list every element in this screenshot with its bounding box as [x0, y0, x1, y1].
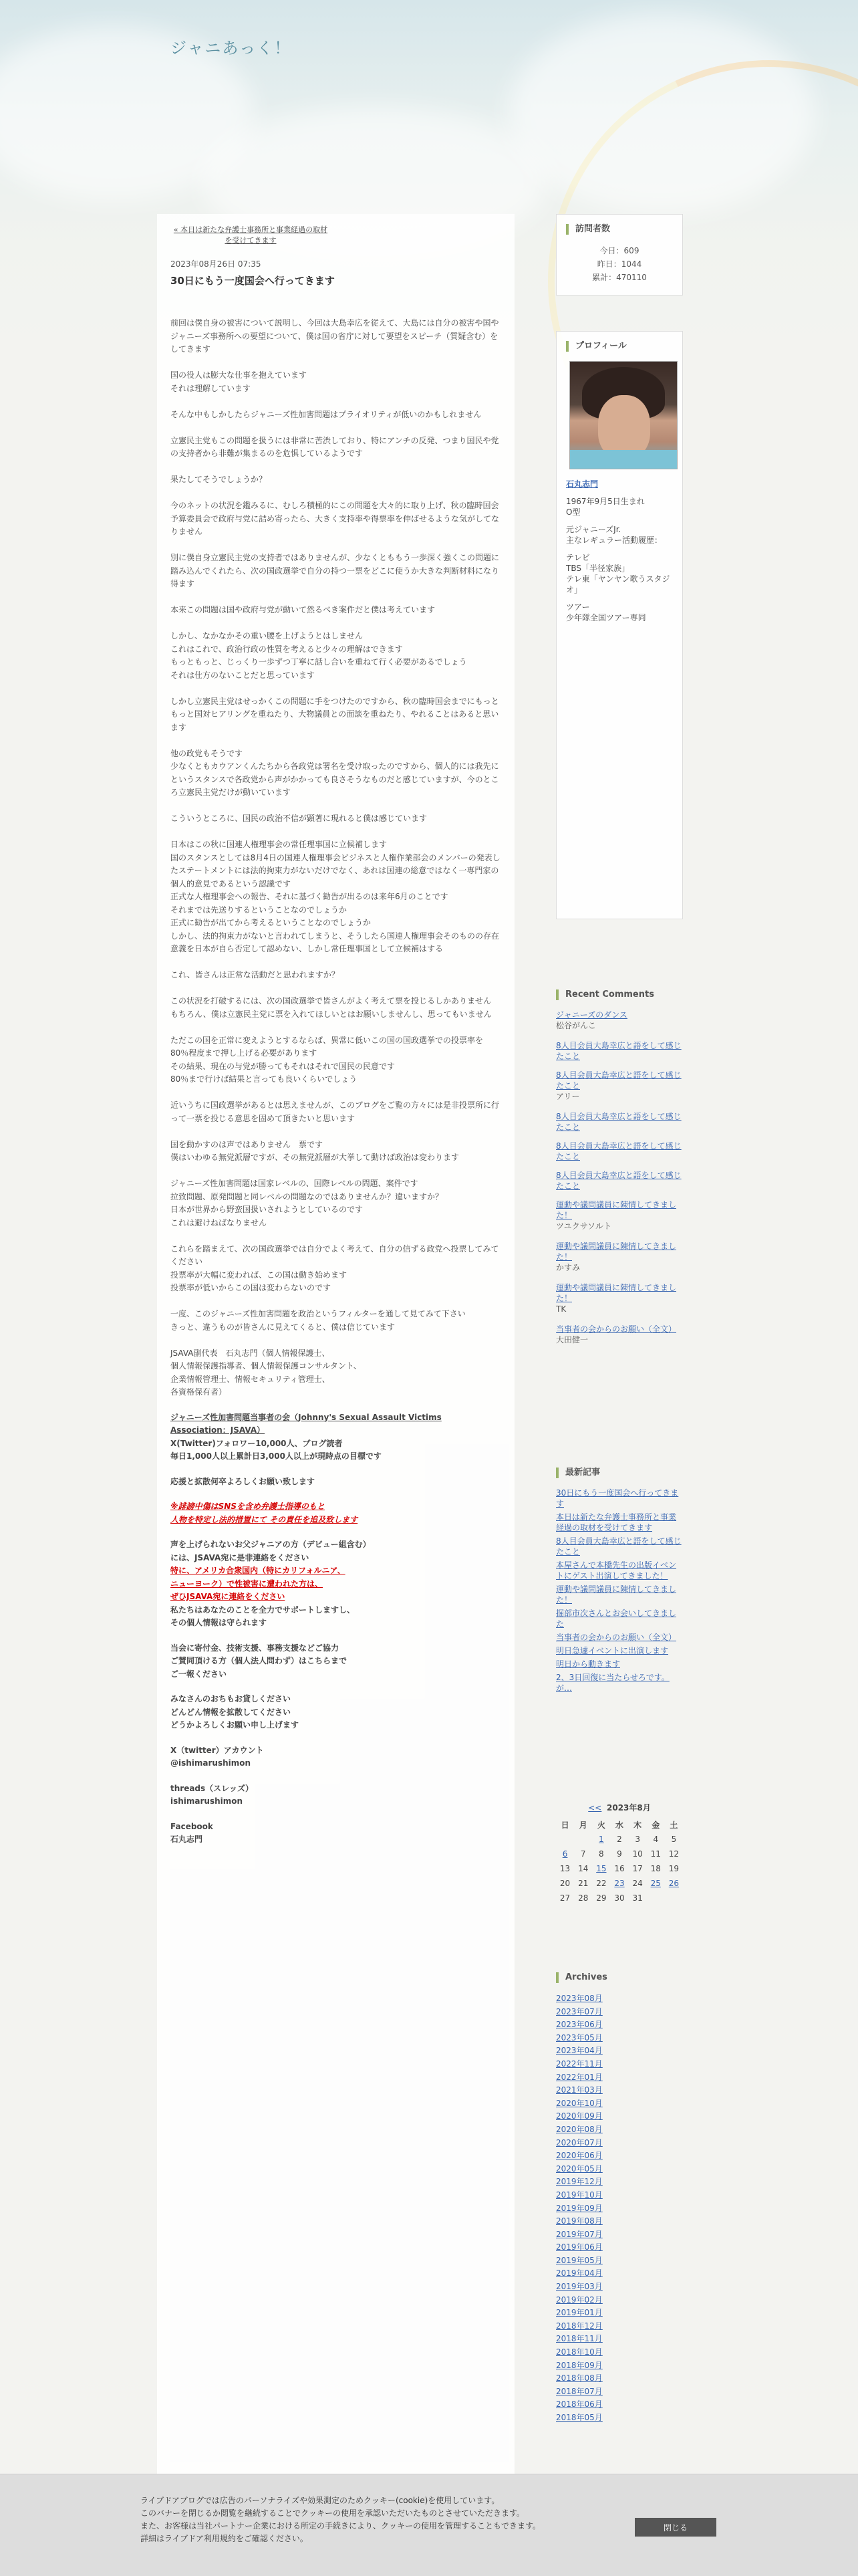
archive-link[interactable]: 2019年04月	[556, 2268, 603, 2278]
recent-list	[556, 1488, 683, 1693]
archive-link[interactable]: 2023年07月	[556, 2006, 603, 2016]
archives-widget	[556, 1972, 683, 2425]
article-title[interactable]: 30日にもう一度国会へ行ってきます	[170, 275, 335, 287]
call-2: 特に、アメリカ合衆国内（特にカリフォルニア、 ニューヨーク）で性被害に遭われた方は、 ぜひJSAVA宛に連絡をください	[170, 1566, 345, 1601]
calendar-weekday: 水	[615, 1820, 623, 1830]
main-column	[157, 214, 515, 2487]
archive-link[interactable]: 2018年07月	[556, 2386, 603, 2396]
calendar-day: 19	[668, 1864, 680, 1873]
profile-title: プロフィール	[566, 341, 673, 352]
archive-link[interactable]: 2019年12月	[556, 2177, 603, 2187]
archive-link[interactable]: 2018年06月	[556, 2399, 603, 2410]
recent-article-link[interactable]: 掘部市次さんとお会いしてきました	[556, 1609, 677, 1629]
recent-article-link[interactable]: 本屋さんで本橋先生の出版イベントにゲスト出演してきました！	[556, 1560, 677, 1580]
x-account: X（twitter）アカウント @ishimarushimon	[170, 1745, 264, 1768]
comment-article-link[interactable]: ジャニーズのダンス	[556, 1010, 627, 1020]
comment-article-link[interactable]: 運動や議問議員に陳情してきました！	[556, 1200, 677, 1220]
archive-link[interactable]: 2019年02月	[556, 2295, 603, 2305]
calendar-day[interactable]: 23	[614, 1879, 625, 1888]
calendar-day: 13	[559, 1864, 571, 1873]
calendar-weekday: 木	[633, 1820, 642, 1830]
article-paragraph: ジャニーズ性加害問題は国家レベルの、国際レベルの問題、案件です 拉致問題、原発問題と同レベルの問題なのではありませんか？違いますか？ 日本が世界から野蛮国扱いされようとしているのです これは避けねばなりません	[170, 1179, 444, 1227]
call-3: 私たちはあなたのことを全力でサポートしますし、 その個人情報は守られます	[170, 1605, 355, 1627]
comment-article-link[interactable]: 運動や議問議員に陳情してきました！	[556, 1242, 677, 1262]
article-paragraph: 果たしてそうでしょうか？	[170, 475, 267, 484]
profile-widget	[556, 331, 683, 919]
cookie-text: ライブドアブログでは広告のパーソナライズや効果測定のためクッキー(cookie)を使用しています。 このバナーを閉じるか閲覧を継続することでクッキーの使用を承認いただいたものとさせていただきます。 また、お客様は当社パートナー企業における所定の手続きにより、クッキーの使用を管理することもできます。 詳細はライブドア利用規約をご確認ください。	[140, 2496, 541, 2543]
threads-account: threads（スレッズ） ishimarushimon	[170, 1783, 254, 1806]
archive-link[interactable]: 2019年03月	[556, 2282, 603, 2292]
recent-article-link[interactable]: 本日は新たな弁護士事務所と事業経過の取材を受けてきます	[556, 1512, 677, 1532]
article-paragraph: しかし、なかなかその重い腰を上げようとはしません これはこれで、政治行政の性質を考えると少々の理解はできます もっともっと、じっくり一歩ずつ丁寧に話し合いを重ねて行く必要があるでしょう それは仕方のないことだと思っています	[170, 631, 467, 680]
article-paragraph: ただこの国を正常に変えようとするならば、異常に低いこの国の国政選挙での投票率を80％程度まで押し上げる必要があります その結果、現在の与党が勝ってもそれはそれで国民の民意です 80％まで行けば結果と言っても良いくらいでしょう	[170, 1035, 484, 1084]
comment-author: 大田健一	[556, 1335, 589, 1344]
archive-link[interactable]: 2021年03月	[556, 2085, 603, 2095]
calendar-day: 20	[559, 1879, 571, 1888]
archive-link[interactable]: 2020年07月	[556, 2137, 603, 2147]
article-paragraph: 近いうちに国政選挙があるとは思えませんが、このブログをご覧の方々には是非投票所に行って一票を投じる意思を固めて頂きたいと思います	[170, 1100, 500, 1123]
archives-title: Archives	[556, 1972, 683, 1983]
article-paragraph: こういうところに、国民の政治不信が顕著に現れると僕は感じています	[170, 814, 428, 823]
archive-link[interactable]: 2019年08月	[556, 2216, 603, 2226]
article-paragraph: 前回は僕自身の被害について説明し、今回は大島幸広を従えて、大島には自分の被害や国やジャニーズ事務所への要望について、僕は国の省庁に対して要望をスピーチ（質疑含む）をしてきます	[170, 318, 499, 354]
calendar-day: 21	[578, 1879, 589, 1888]
archive-link[interactable]: 2023年04月	[556, 2046, 603, 2056]
article-date: 2023年08月26日 07:35	[170, 259, 261, 269]
comments-widget	[556, 989, 683, 1355]
archive-link[interactable]: 2019年05月	[556, 2255, 603, 2265]
recent-article-link[interactable]: 2、3日回復に当たらせろです。が…	[556, 1673, 670, 1693]
profile-career: 元ジャニーズJr. 主なレギュラー活動履歴：	[566, 525, 663, 545]
recent-article-link[interactable]: 当事者の会からのお願い（全文）	[556, 1633, 677, 1642]
counter-today: 今日：609	[599, 246, 639, 255]
calendar-day: 30	[614, 1893, 625, 1903]
calendar-day: 31	[632, 1893, 643, 1903]
signature-org-line: JSAVA副代表 石丸志門（個人情報保護士、 個人情報保護指導者、個人情報保護コンサルタント、 企業情報管理士、情報セキュリティ管理士、 各資格保有者）	[170, 1348, 362, 1397]
article-paragraph: 立憲民主党もこの問題を扱うには非常に苦渋しており、特にアンチの反発、つまり国民や党の支持者から非難が集まるのを危惧しているようです	[170, 435, 499, 458]
article-paragraph: 日本はこの秋に国連人権理事会の常任理事国に立候補します 国のスタンスとしては8月4日の国連人権理事会ビジネスと人権作業部会のメンバーの発表したステートメントには法的拘束力がないだけでなく、あれは国連の総意ではなく一専門家の個人的意見であるという認識です 正式な人権理事会への報告、それに基づく勧告が出るのは来年6月のことです それまでは先送りするということなのでしょうか 正式に勧告が出てから考えるということなのでしょうか しかし、法的拘束力がないと言われてしまうと、そうしたら国連人権理事会そのものの存在意義を日本が自ら否定して認めない、しかし常任理事国として立候補はする	[170, 840, 500, 953]
comment-author: アリー	[556, 1092, 580, 1101]
archive-link[interactable]: 2023年05月	[556, 2032, 603, 2042]
archive-link[interactable]: 2018年10月	[556, 2347, 603, 2357]
archive-link[interactable]: 2018年12月	[556, 2321, 603, 2331]
comment-author: 松谷がんこ	[556, 1021, 597, 1030]
calendar-day: 4	[653, 1835, 659, 1844]
comment-author: ツユクサソルト	[556, 1221, 612, 1231]
recent-article-link[interactable]: 8人目会員大島幸広と語をして感じたこと	[556, 1536, 682, 1556]
comment-article-link[interactable]: 8人目会員大島幸広と語をして感じたこと	[556, 1070, 682, 1090]
calendar-day: 28	[578, 1893, 589, 1903]
calendar-day: 12	[668, 1849, 680, 1859]
archive-link[interactable]: 2020年10月	[556, 2098, 603, 2108]
calendar-day: 18	[650, 1864, 661, 1873]
prev-article-nav	[170, 225, 331, 246]
profile-birth: 1967年9月5日生まれ O型	[566, 497, 645, 517]
article-paragraph: 国を動かすのは声ではありません 票です 僕はいわゆる無党派層ですが、その無党派層が大挙して動けば政治は変わります	[170, 1139, 460, 1162]
archive-link[interactable]: 2023年06月	[556, 2020, 603, 2030]
article-paragraph: 国の役人は膨大な仕事を抱えています それは理解しています	[170, 370, 307, 393]
calendar-day: 29	[596, 1893, 607, 1903]
calendar-header	[556, 1802, 683, 1813]
profile-photo[interactable]	[569, 361, 678, 469]
calendar-day[interactable]: 26	[668, 1879, 680, 1888]
archive-link[interactable]: 2019年09月	[556, 2203, 603, 2213]
twitter-stats: X(Twitter)フォロワー10,000人、ブログ読者 毎日1,000人以上累計日3,000人以上が現時点の目標です	[170, 1438, 382, 1461]
article-paragraph: しかし立憲民主党はせっかくこの問題に手をつけたのですから、秋の臨時国会までにもっともっと国対ヒアリングを重ねたり、大物議員との面談を重ねたり、やれることはあると思います	[170, 696, 499, 732]
calendar-weekday: 日	[561, 1820, 569, 1830]
archive-link[interactable]: 2020年08月	[556, 2124, 603, 2134]
comment-author: TK	[556, 1304, 567, 1314]
calendar-day[interactable]: 25	[650, 1879, 661, 1888]
article-paragraph: 他の政党もそうです 少なくともカウアンくんたちから各政党は署名を受け取ったのですから、個人的には我先にというスタンスで各政党から声がかかっても良さそうなものだと感じていますが、今のところ立憲民主党だけが動いています	[170, 748, 499, 797]
calendar-day: 27	[559, 1893, 571, 1903]
recent-article-link[interactable]: 明日から動きます	[556, 1659, 621, 1669]
call-for-victims	[170, 1538, 501, 1630]
recent-article-link[interactable]: 運動や議問議員に陳情してきました！	[556, 1585, 677, 1605]
archive-link[interactable]: 2019年10月	[556, 2190, 603, 2200]
archives-list	[556, 1992, 683, 2425]
calendar-day: 8	[599, 1849, 604, 1859]
article-paragraph: 一度、このジャニーズ性加害問題を政治というフィルターを通して見てみて下さい きっと、違うものが皆さんに見えてくると、僕は信じています	[170, 1309, 466, 1332]
profile-tv: テレビ TBS「半径家族」 テレ東「ヤンヤン歌うスタジオ」	[566, 553, 670, 594]
support-request: 当会に寄付金、技術支援、事務支援などご協力 ご賛同頂ける方（個人法人問わず）はこちらまで ご一報ください	[170, 1643, 347, 1679]
archive-link[interactable]: 2023年08月	[556, 1994, 603, 2003]
archive-link[interactable]: 2019年01月	[556, 2308, 603, 2318]
calendar-day[interactable]: 1	[599, 1835, 604, 1844]
legal-notice: ※誹謗中傷はSNSを含め弁護士指導のもと 人物を特定し法的措置にて その責任を追及致します	[170, 1502, 358, 1524]
calendar-weekday: 金	[652, 1820, 660, 1830]
article-paragraph: これ、皆さんは正常な活動だと思われますか？	[170, 970, 339, 979]
archive-link[interactable]: 2019年07月	[556, 2229, 603, 2239]
comment-article-link[interactable]: 8人目会員大島幸広と語をして感じたこと	[556, 1141, 682, 1161]
recent-article-link[interactable]: 明日急遽イベントに出演します	[556, 1646, 669, 1655]
signature-block	[170, 1411, 501, 1463]
calendar-day: 9	[617, 1849, 622, 1859]
calendar-day: 10	[632, 1849, 643, 1859]
calendar-day: 17	[632, 1864, 643, 1873]
calendar-day: 16	[614, 1864, 625, 1873]
counter-yesterday: 昨日：1044	[597, 259, 642, 269]
calendar-day: 5	[671, 1835, 677, 1844]
comments-list	[556, 1010, 683, 1345]
calendar-day[interactable]: 6	[562, 1849, 568, 1859]
recent-title: 最新記事	[556, 1468, 683, 1478]
calendar-title: 2023年8月	[607, 1803, 651, 1812]
cookie-close-button[interactable]: 閉じる	[635, 2518, 716, 2537]
counter-title: 訪問者数	[566, 224, 673, 235]
prev-article-link[interactable]: « 本日は新たな弁護士事務所と事業経過の取材を受けてきます	[173, 225, 328, 245]
calendar-weekday: 月	[579, 1820, 587, 1830]
spread-request: 応援と拡散何卒よろしくお願い致します	[170, 1476, 315, 1486]
org-name-link[interactable]: ジャニーズ性加害問題当事者の会（Johnny's Sexual Assault Victims Association：JSAVA）	[170, 1412, 442, 1435]
counter-widget	[556, 214, 683, 296]
calendar-prev-link[interactable]: <<	[588, 1803, 602, 1812]
calendar-day: 24	[632, 1879, 643, 1888]
archive-link[interactable]: 2018年05月	[556, 2413, 603, 2422]
calendar-day: 11	[650, 1849, 661, 1859]
archive-link[interactable]: 2020年06月	[556, 2151, 603, 2161]
comments-title: Recent Comments	[556, 989, 683, 1000]
article-paragraph: 本来この問題は国や政府与党が動いて然るべき案件だと僕は考えています	[170, 605, 436, 614]
recent-article-link[interactable]: 30日にもう一度国会へ行ってきます	[556, 1488, 679, 1508]
calendar-weekday: 火	[597, 1820, 605, 1830]
archive-link[interactable]: 2018年08月	[556, 2373, 603, 2383]
article-paragraph: そんな中もしかしたらジャニーズ性加害問題はプライオリティが低いのかもしれません	[170, 409, 482, 419]
calendar-day: 22	[596, 1879, 607, 1888]
article-body	[170, 317, 501, 1334]
recent-widget	[556, 1468, 683, 1696]
calendar-day[interactable]: 15	[596, 1864, 607, 1873]
calendar-day: 3	[635, 1835, 640, 1844]
calendar-weekday: 土	[670, 1820, 678, 1830]
calendar-day: 14	[578, 1864, 589, 1873]
site-title[interactable]: ジャニあっく！	[170, 39, 292, 57]
article-signature	[170, 1347, 501, 1847]
archive-link[interactable]: 2022年11月	[556, 2059, 603, 2069]
counter-total: 累計：470110	[592, 273, 647, 282]
article-paragraph: この状況を打破するには、次の国政選挙で皆さんがよく考えて票を投じるしかありません もちろん、僕は立憲民主党に票を入れてほしいとはお願いしませんし、思ってもいません	[170, 996, 492, 1019]
archive-link[interactable]: 2022年01月	[556, 2072, 603, 2082]
profile-name-link[interactable]: 石丸志門	[566, 479, 599, 489]
calendar-widget	[556, 1802, 683, 1905]
profile-tour: ツアー 少年隊全国ツアー専同	[566, 602, 646, 622]
cookie-banner	[0, 2474, 858, 2576]
comment-article-link[interactable]: 8人目会員大島幸広と語をして感じたこと	[556, 1041, 682, 1061]
archive-link[interactable]: 2020年05月	[556, 2163, 603, 2174]
comment-author: かすみ	[556, 1263, 581, 1272]
archive-link[interactable]: 2018年09月	[556, 2360, 603, 2370]
comment-article-link[interactable]: 当事者の会からのお願い（全文）	[556, 1324, 677, 1334]
calendar-day: 7	[580, 1849, 586, 1859]
comment-article-link[interactable]: 運動や議問議員に陳情してきました！	[556, 1283, 677, 1303]
comment-article-link[interactable]: 8人目会員大島幸広と語をして感じたこと	[556, 1112, 682, 1132]
archive-link[interactable]: 2018年11月	[556, 2334, 603, 2344]
comment-article-link[interactable]: 8人目会員大島幸広と語をして感じたこと	[556, 1171, 682, 1191]
ending-message: みなさんのおちもお貸しください どんどん情報を拡散してください どうかよろしくお願い申し上げます	[170, 1694, 299, 1730]
calendar-table	[556, 1817, 683, 1905]
call-1: 声を上げられないお父ジャニアの方（デビュー組含む） には、JSAVA宛に是非連絡をください	[170, 1540, 371, 1562]
archive-link[interactable]: 2020年09月	[556, 2111, 603, 2121]
calendar-day: 2	[617, 1835, 622, 1844]
article-paragraph: 今のネットの状況を鑑みるに、むしろ積極的にこの問題を大々的に取り上げ、秋の臨時国会予算委員会で政府与党に詰め寄ったら、大きく支持率や得票率を伸ばせるような気がしてなりません	[170, 501, 500, 536]
archive-link[interactable]: 2019年06月	[556, 2242, 603, 2252]
facebook-account: Facebook 石丸志門	[170, 1821, 213, 1844]
article-paragraph: 別に僕自身立憲民主党の支持者ではありませんが、少なくとももう一歩深く強くこの問題に踏み込んでくれたら、次の国政選挙で自分の持つ一票をどこに使うか大きな判断材料になり得ます	[170, 553, 500, 588]
article-paragraph: これらを踏まえて、次の国政選挙では自分でよく考えて、自分の信ずる政党へ投票してみてください 投票率が大幅に変われば、この国は動き始めます 投票率が低いからこの国は変わらないのです	[170, 1244, 499, 1292]
